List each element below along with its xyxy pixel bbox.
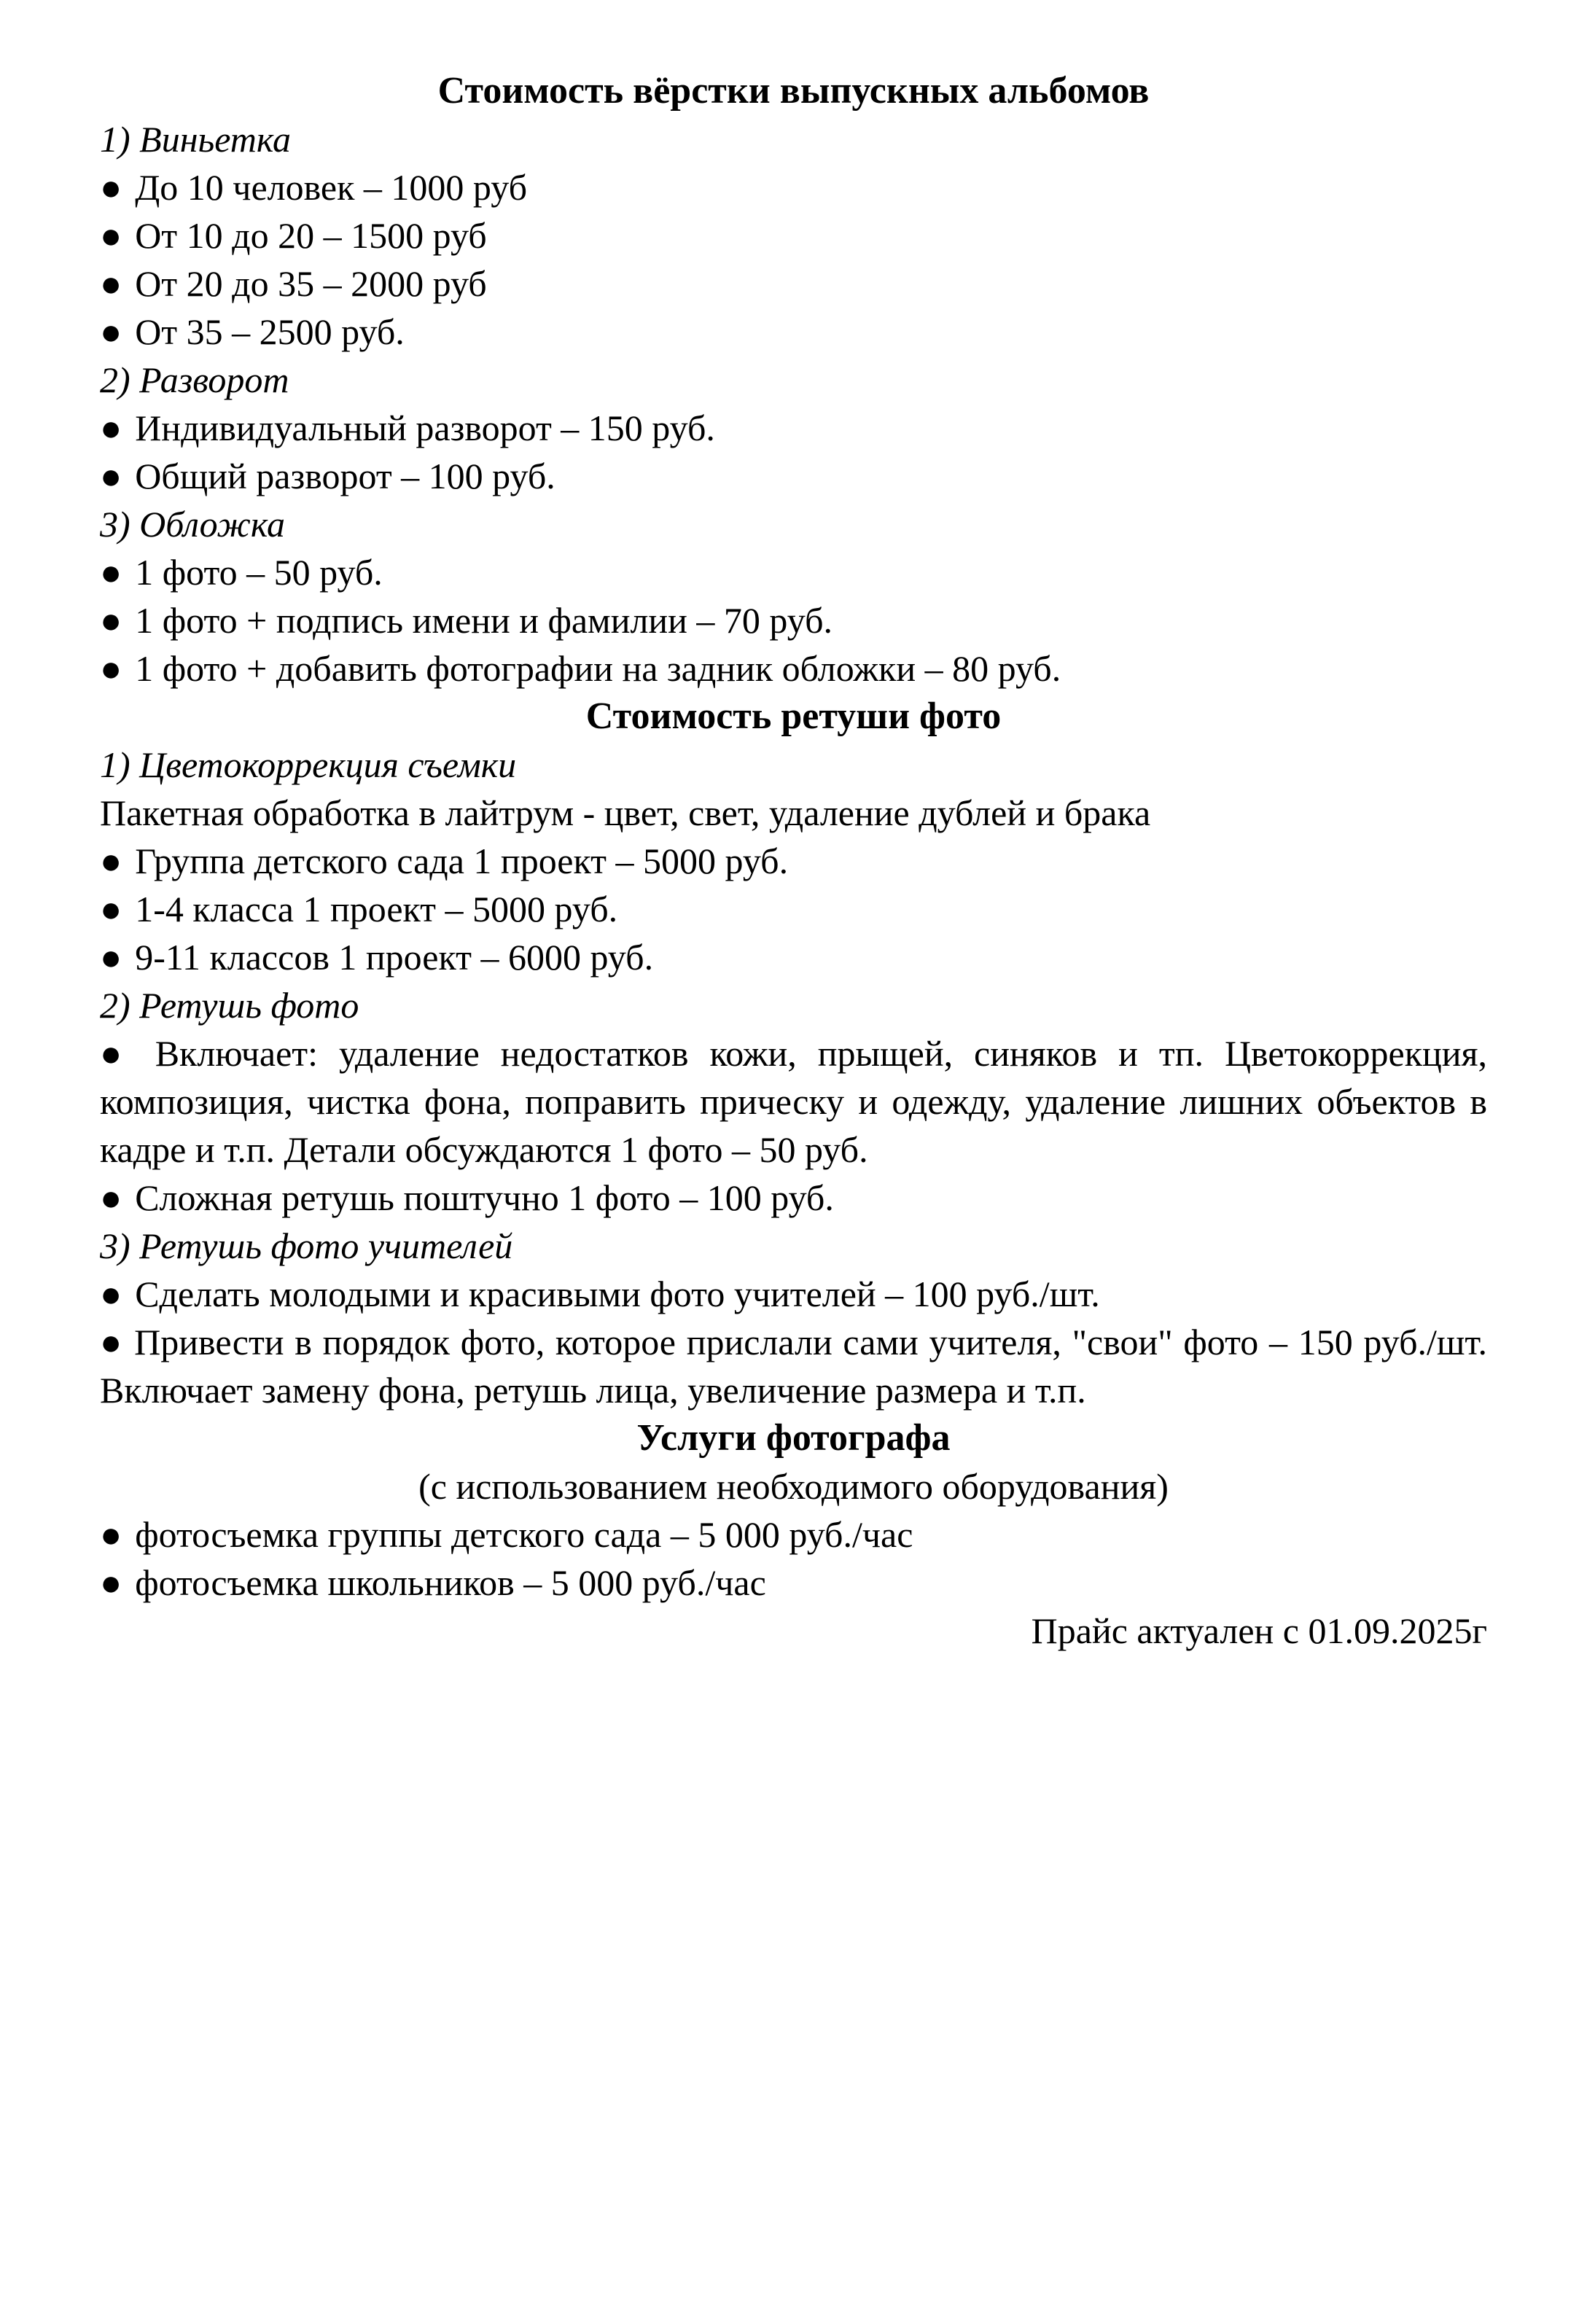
bullet-icon: ● (100, 1274, 122, 1314)
group-heading-teachers-retouch: 3) Ретушь фото учителей (100, 1225, 513, 1266)
list-item-text: Индивидуальный разворот – 150 руб. (135, 408, 715, 448)
list-item (100, 1174, 1487, 1222)
list-item (100, 163, 1487, 211)
bullet-icon: ● (100, 1514, 122, 1555)
list-item-justified (100, 1029, 1487, 1174)
group-heading-color-correction: 1) Цветокоррекция съемки (100, 744, 517, 785)
bullet-icon: ● (100, 1322, 124, 1362)
bullet-icon: ● (100, 311, 122, 352)
part3-title: Услуги фотографа (636, 1417, 951, 1459)
bullet-icon: ● (100, 167, 122, 208)
list-item-text: Сложная ретушь поштучно 1 фото – 100 руб. (135, 1177, 834, 1218)
list-item (100, 260, 1487, 308)
bullet-icon: ● (100, 648, 122, 689)
group-heading-retouch: 2) Ретушь фото (100, 985, 359, 1026)
group-heading-vignette: 1) Виньетка (100, 119, 292, 160)
list-item-text: Включает: удаление недостатков кожи, прыщей, синяков и тп. Цветокоррекция, композиция, чистка фона, поправить прическу и одежду, удаление лишних объектов в кадре и т.п. Детали обсуждаются 1 фото – 50 руб. (100, 1033, 1488, 1170)
bullet-icon: ● (100, 215, 122, 256)
list-item-text: 1 фото + добавить фотографии на задник обложки – 80 руб. (135, 648, 1061, 689)
list-item-text: От 20 до 35 – 2000 руб (135, 263, 487, 304)
list-item (100, 452, 1487, 500)
list-item-text: 1-4 класса 1 проект – 5000 руб. (135, 889, 618, 929)
price-valid-date: Прайс актуален с 01.09.2025г (1031, 1610, 1487, 1651)
list-item-text: Сделать молодыми и красивыми фото учителей – 100 руб./шт. (135, 1274, 1100, 1314)
bullet-icon: ● (100, 937, 122, 978)
bullet-icon: ● (100, 552, 122, 593)
list-item (100, 1559, 1487, 1607)
list-item-text: 1 фото + подпись имени и фамилии – 70 руб. (135, 600, 833, 641)
bullet-icon: ● (100, 1033, 134, 1074)
list-item (100, 1510, 1487, 1559)
list-item-text: От 10 до 20 – 1500 руб (135, 215, 487, 256)
list-item (100, 404, 1487, 452)
list-item (100, 885, 1487, 933)
list-item (100, 644, 1487, 693)
list-item (100, 1270, 1487, 1318)
bullet-icon: ● (100, 408, 122, 448)
list-item (100, 596, 1487, 644)
group-heading-spread: 2) Разворот (100, 359, 289, 400)
list-item-text: Общий разворот – 100 руб. (135, 456, 555, 496)
list-item-text: От 35 – 2500 руб. (135, 311, 405, 352)
bullet-icon: ● (100, 263, 122, 304)
list-item (100, 211, 1487, 260)
list-item-text: Привести в порядок фото, которое прислали сами учителя, "свои" фото – 150 руб./шт. Включает замену фона, ретушь лица, увеличение размера и т.п. (100, 1322, 1488, 1411)
list-item-text: До 10 человек – 1000 руб (135, 167, 528, 208)
list-item-text: Группа детского сада 1 проект – 5000 руб. (135, 841, 789, 881)
part1-title: Стоимость вёрстки выпускных альбомов (437, 70, 1150, 112)
bullet-icon: ● (100, 600, 122, 641)
list-item (100, 308, 1487, 356)
list-item-text: фотосъемка школьников – 5 000 руб./час (135, 1562, 766, 1603)
list-item-justified (100, 1318, 1487, 1414)
list-item-text: 9-11 классов 1 проект – 6000 руб. (135, 937, 654, 978)
group-intro-text: Пакетная обработка в лайтрум - цвет, свет, удаление дублей и брака (100, 792, 1151, 833)
bullet-icon: ● (100, 456, 122, 496)
bullet-icon: ● (100, 1562, 122, 1603)
bullet-icon: ● (100, 841, 122, 881)
part2-title: Стоимость ретуши фото (585, 695, 1002, 737)
list-item (100, 933, 1487, 981)
group-heading-cover: 3) Обложка (100, 504, 285, 545)
list-item-text: 1 фото – 50 руб. (135, 552, 383, 593)
bullet-icon: ● (100, 889, 122, 929)
list-item-text: фотосъемка группы детского сада – 5 000 руб./час (135, 1514, 913, 1555)
part3-subtitle: (с использованием необходимого оборудования) (418, 1466, 1169, 1507)
list-item (100, 548, 1487, 596)
bullet-icon: ● (100, 1177, 122, 1218)
list-item (100, 837, 1487, 885)
